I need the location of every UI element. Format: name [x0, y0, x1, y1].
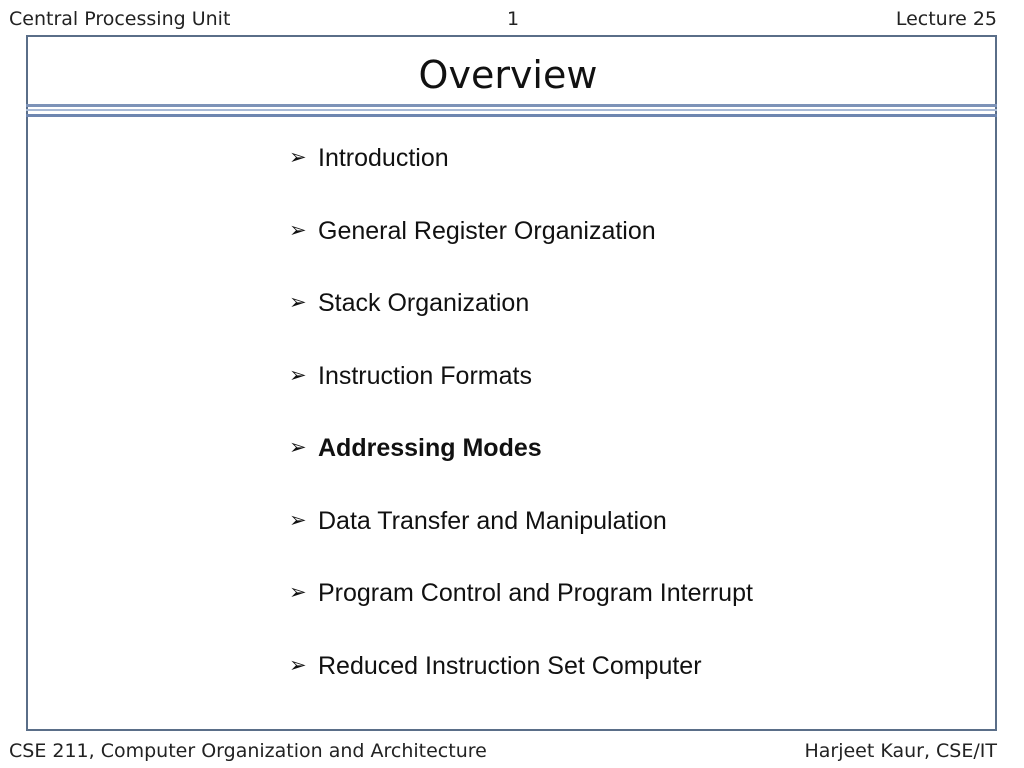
arrow-bullet-icon: ➢ — [289, 146, 307, 169]
list-item — [289, 507, 753, 580]
list-item — [289, 362, 753, 435]
arrow-bullet-icon: ➢ — [289, 218, 307, 242]
list-item-label: General Register Organization — [318, 216, 656, 245]
footer-author: Harjeet Kaur, CSE/IT — [804, 740, 997, 762]
list-item-label: Program Control and Program Interrupt — [318, 579, 753, 607]
header-course-topic: Central Processing Unit — [9, 8, 231, 30]
title-divider — [26, 114, 997, 117]
list-item — [289, 217, 753, 290]
list-item-label: Instruction Formats — [318, 361, 532, 390]
list-item-label: Reduced Instruction Set Computer — [318, 651, 702, 680]
overview-list — [289, 144, 753, 724]
arrow-bullet-icon: ➢ — [289, 291, 307, 314]
arrow-bullet-icon: ➢ — [289, 508, 307, 532]
arrow-bullet-icon: ➢ — [289, 581, 307, 604]
title-divider — [26, 104, 997, 107]
list-item-label: Introduction — [318, 144, 449, 172]
arrow-bullet-icon: ➢ — [289, 363, 307, 387]
header-slide-number: 1 — [507, 8, 520, 30]
list-item-label: Data Transfer and Manipulation — [318, 506, 667, 535]
slide-title: Overview — [418, 53, 598, 97]
list-item-current — [289, 434, 753, 507]
list-item — [289, 144, 753, 217]
list-item — [289, 289, 753, 362]
footer-course-name: CSE 211, Computer Organization and Architecture — [9, 740, 487, 762]
list-item — [289, 652, 753, 725]
list-item — [289, 579, 753, 652]
header-lecture-number: Lecture 25 — [895, 8, 997, 30]
list-item-label: Addressing Modes — [318, 434, 542, 462]
title-divider — [26, 109, 997, 111]
arrow-bullet-icon: ➢ — [289, 436, 307, 459]
arrow-bullet-icon: ➢ — [289, 653, 307, 677]
list-item-label: Stack Organization — [318, 289, 530, 317]
